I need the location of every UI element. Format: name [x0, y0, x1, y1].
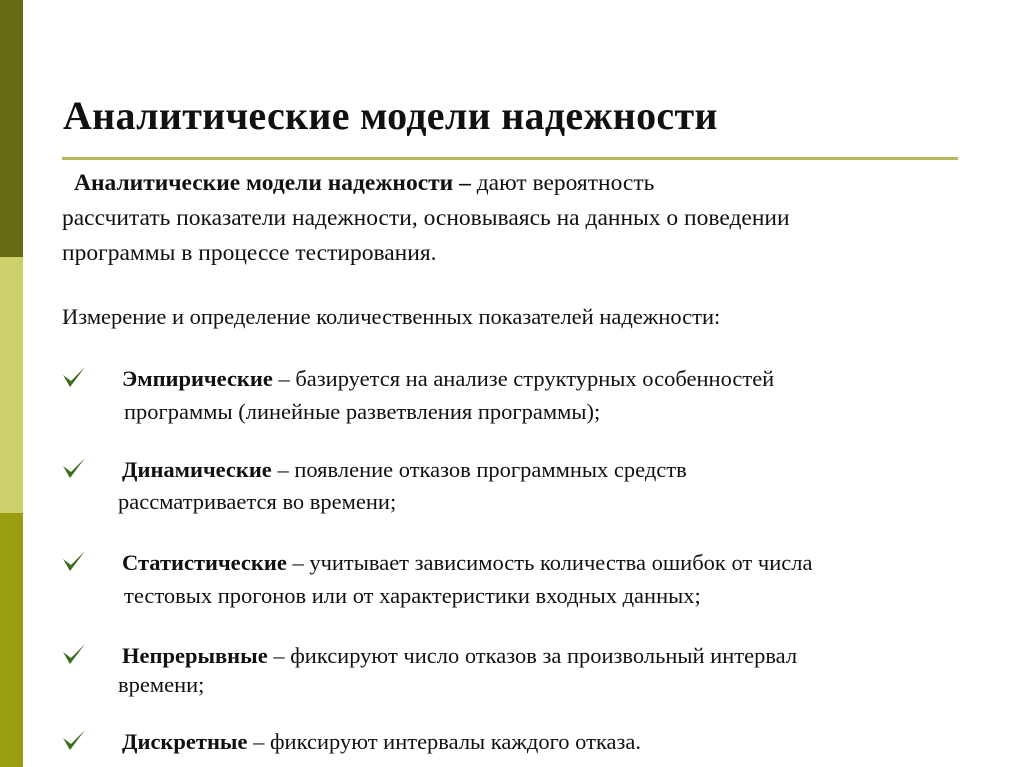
list-item-line-1 [122, 364, 774, 394]
list-item-line-1 [122, 641, 797, 671]
list-item-text: – фиксируют интервалы каждого отказа. [247, 729, 642, 754]
list-item-line-1 [122, 455, 687, 485]
slide-title: Аналитические модели надежности [63, 93, 718, 138]
accent-bar-bottom [0, 513, 23, 767]
checkmark-arrow-icon [62, 366, 86, 390]
checkmark-arrow-icon [62, 643, 86, 667]
list-item-line-2: рассматривается во времени; [118, 489, 397, 514]
intro-line-2: рассчитать показатели надежности, основываясь на данных о поведении [62, 205, 790, 231]
intro-paragraph [62, 166, 962, 271]
accent-bar-middle [0, 257, 23, 513]
intro-line-1-rest: дают вероятность [470, 170, 655, 196]
intro-line-3: программы в процессе тестирования. [62, 240, 437, 266]
list-item-term: Статистические [122, 550, 287, 575]
measurement-heading: Измерение и определение количественных показателей надежности: [62, 304, 721, 329]
list-item-term: Дискретные [122, 729, 248, 754]
list-item-line-1 [122, 548, 812, 578]
list-item-text: – появление отказов программных средств [271, 457, 687, 482]
list-item-text: – учитывает зависимость количества ошибок от числа [286, 550, 813, 575]
intro-term: Аналитические модели надежности – [74, 170, 471, 196]
list-item-line-1 [122, 727, 641, 757]
list-item-term: Динамические [122, 457, 272, 482]
list-item-line-2: тестовых прогонов или от характеристики входных данных; [124, 583, 701, 608]
list-item-line-2: программы (линейные разветвления программы); [124, 399, 601, 424]
list-item-text: – базируется на анализе структурных особенностей [272, 366, 775, 391]
list-item-text: – фиксируют число отказов за произвольный интервал [267, 643, 798, 668]
accent-bar-top [0, 0, 23, 257]
list-item-term: Эмпирические [122, 366, 273, 391]
checkmark-arrow-icon [62, 550, 86, 574]
checkmark-arrow-icon [62, 729, 86, 753]
intro-line-1 [62, 166, 962, 201]
list-item-line-2: времени; [118, 672, 205, 697]
title-divider [62, 157, 958, 160]
checkmark-arrow-icon [62, 457, 86, 481]
list-item-term: Непрерывные [122, 643, 268, 668]
